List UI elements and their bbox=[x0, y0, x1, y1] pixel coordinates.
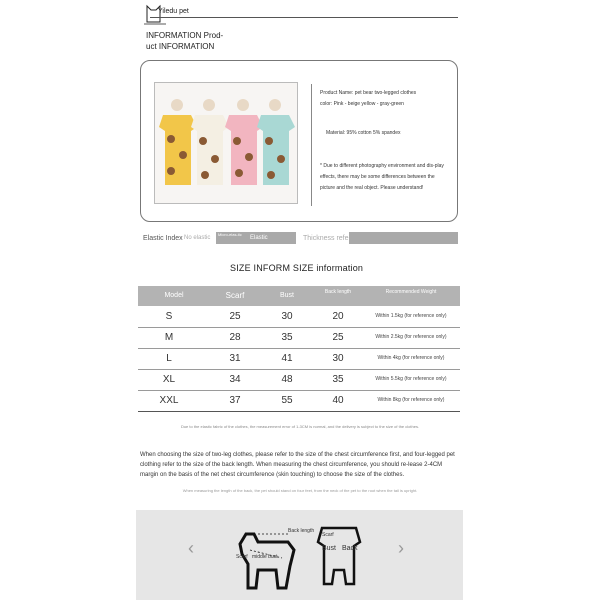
header-model: Model bbox=[164, 292, 184, 299]
cell-scarf: 37 bbox=[229, 395, 241, 406]
cell-model: M bbox=[164, 332, 174, 343]
header-bust: Bust bbox=[279, 292, 294, 299]
header-back-length: Back length bbox=[324, 289, 352, 295]
cell-scarf: 31 bbox=[229, 353, 241, 364]
cell-back: 25 bbox=[332, 332, 344, 343]
chevron-right-icon[interactable]: › bbox=[398, 538, 404, 558]
size-table-header bbox=[138, 286, 460, 306]
cell-scarf: 34 bbox=[229, 374, 241, 385]
elastic-option-none: No elastic bbox=[184, 235, 211, 241]
cell-weight: Within 1.5kg (for reference only) bbox=[375, 313, 447, 319]
cell-scarf: 28 bbox=[229, 332, 241, 343]
label-middle-bust: middle bust bbox=[252, 554, 278, 560]
chevron-left-icon[interactable]: ‹ bbox=[188, 538, 194, 558]
cell-model: XL bbox=[162, 374, 176, 385]
cell-back: 40 bbox=[332, 395, 344, 406]
elastic-index-bar bbox=[184, 232, 296, 244]
cell-back: 35 bbox=[332, 374, 344, 385]
product-photo bbox=[154, 82, 298, 204]
info-title-line2: uct INFORMATION bbox=[146, 42, 215, 51]
cell-weight: Within 5.5kg (for reference only) bbox=[375, 376, 447, 382]
product-name: Product Name: pet bear two-legged clothes bbox=[320, 90, 417, 96]
table-row bbox=[138, 348, 460, 370]
elastic-index-label: Elastic Index bbox=[143, 235, 183, 242]
cell-bust: 55 bbox=[281, 395, 293, 406]
cell-bust: 30 bbox=[281, 311, 293, 322]
pet-clothes-image bbox=[155, 83, 297, 203]
thickness-label: Thickness refe bbox=[303, 235, 349, 242]
brand-name: Yiledu pet bbox=[158, 8, 189, 15]
size-guide-text: When choosing the size of two-leg clothes, please refer to the size of the chest circumference first, and four-legged pet clothing refer to the size of the back length. When measuring the chest circumference, you should re-lease 2-4CM margin on the basis of the net chest circumference (skin touching) to choose the size of the clothes. bbox=[140, 452, 455, 478]
table-bottom-rule bbox=[138, 411, 460, 412]
cell-back: 30 bbox=[332, 353, 344, 364]
elastic-option-micro: Micro-elas-tic bbox=[218, 232, 242, 237]
product-color: color: Pink - beige yellow - gray-green bbox=[320, 101, 404, 107]
table-row bbox=[138, 306, 460, 328]
cell-model: XXL bbox=[159, 395, 179, 406]
cell-bust: 48 bbox=[281, 374, 293, 385]
header-divider bbox=[150, 17, 458, 18]
label-shirt-scarf: Scarf bbox=[322, 532, 334, 538]
measurement-diagram bbox=[136, 510, 463, 600]
product-material: Material: 95% cotton 5% spandex bbox=[326, 130, 401, 136]
table-footnote: Due to the elastic fabric of the clothes, the measurement error of 1-3CM is normal, and the delivery is subject to the size of the clothes. bbox=[180, 424, 420, 429]
info-title bbox=[146, 30, 236, 52]
product-disclaimer: * Due to different photography environment and dis-play effects, there may be some differences between the picture and the real object. Please understand! bbox=[320, 163, 444, 191]
label-shirt-back: Back bbox=[342, 545, 358, 552]
cell-bust: 35 bbox=[281, 332, 293, 343]
cell-model: L bbox=[166, 353, 172, 364]
table-row bbox=[138, 390, 460, 411]
label-shirt-bust: Bust bbox=[322, 545, 337, 552]
cell-scarf: 25 bbox=[229, 311, 241, 322]
header-recommended-weight: Recommended Weight bbox=[385, 289, 437, 295]
cell-weight: Within 2.5kg (for reference only) bbox=[375, 334, 447, 340]
label-scarf: Scarf bbox=[236, 554, 248, 560]
label-back-length: Back length bbox=[288, 528, 315, 534]
table-row bbox=[138, 369, 460, 391]
cell-model: S bbox=[165, 311, 173, 322]
back-length-note: When measuring the length of the back, the pet should stand on four feet, from the neck of the pet to the root when the tail is upright. bbox=[182, 488, 418, 493]
cell-weight: Within 8kg (for reference only) bbox=[377, 397, 445, 403]
info-title-line1: INFORMATION Prod- bbox=[146, 31, 224, 40]
cell-back: 20 bbox=[332, 311, 344, 322]
thickness-bar bbox=[349, 232, 458, 244]
elastic-option-elastic: Elastic bbox=[250, 235, 268, 241]
cell-weight: Within 4kg (for reference only) bbox=[377, 355, 445, 361]
card-divider bbox=[311, 84, 312, 206]
cell-bust: 41 bbox=[281, 353, 293, 364]
size-table-title: SIZE INFORM SIZE information bbox=[230, 263, 364, 273]
table-row bbox=[138, 327, 460, 349]
header-scarf: Scarf bbox=[225, 291, 245, 300]
